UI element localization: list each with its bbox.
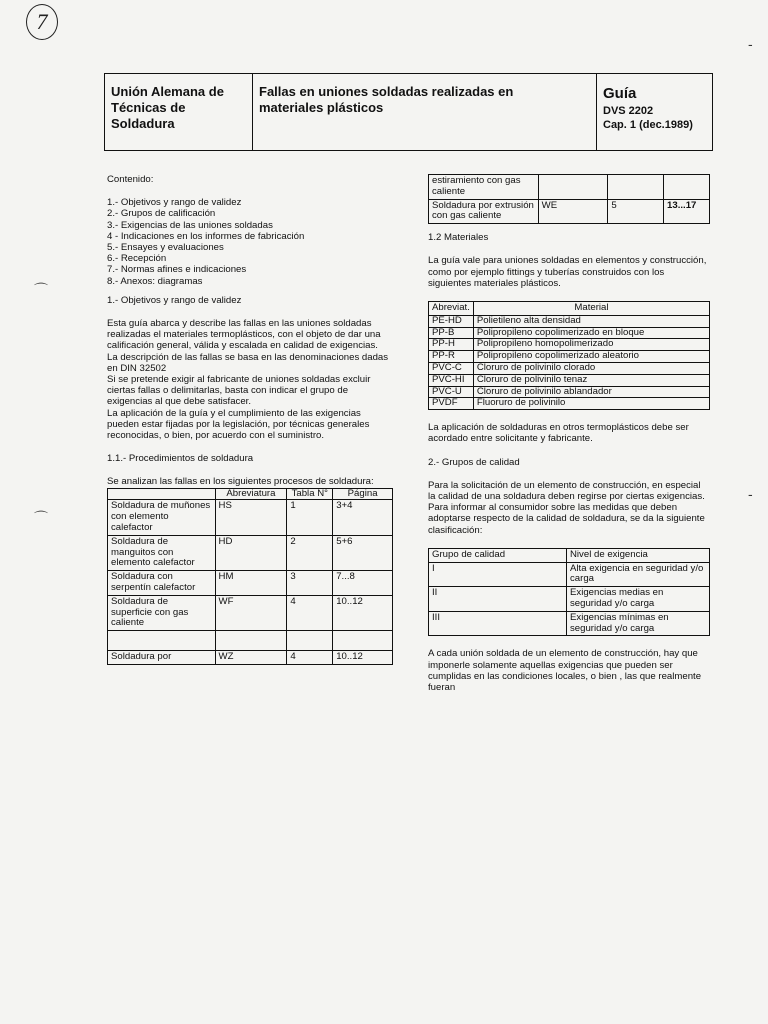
table-row: PP-R Polipropileno copolimerizado aleatorio [429,351,710,363]
table-row: estiramiento con gas caliente [429,175,710,200]
welding-process-table [107,488,393,665]
page-number-circle: 7 [26,4,58,40]
welding-process-table-continued [428,174,710,224]
section-1-2-heading: 1.2 Materiales [428,232,489,244]
toc-item: 5.- Ensayes y evaluaciones [107,242,224,254]
organization-name: Unión Alemana de Técnicas de Soldadura [105,74,253,150]
scan-mark: ⌒ [34,282,48,298]
paragraph: Para informar al consumidor sobre las medidas que deben adoptarse respecto de la calidad de soldadura, se da la siguiente clasificación: [428,502,705,536]
table-row: PE-HD Polietileno alta densidad [429,315,710,327]
quality-groups-table [428,548,710,637]
toc-item: 7.- Normas afines e indicaciones [107,264,247,276]
paragraph: Para la solicitación de un elemento de construcción, en especial la calidad de una soldadura deben regirse por ciertas exigencias. [428,479,705,502]
table-row: PVC-C Cloruro de polivinilo clorado [429,362,710,374]
materials-table [428,301,710,410]
table-row: Soldadura por extrusión con gas caliente WE 5 13...17 [429,199,710,224]
paragraph: La guía vale para uniones soldadas en elementos y construcción, como por ejemplo fittings y tuberías construidos con los siguientes materiales plásticos. [428,255,707,289]
table-of-contents [107,197,389,287]
paragraph: Si se pretende exigir al fabricante de uniones soldadas excluir ciertas fallas o delimitarlas, basta con indicar el grupo de exigencias al que debe satisfacer. [107,374,371,408]
toc-item: 3.- Exigencias de las uniones soldadas [107,219,273,231]
toc-item: 1.- Objetivos y rango de validez [107,197,242,209]
paragraph: La aplicación de soldaduras en otros termoplásticos debe ser acordado entre solicitante y fabricante. [428,422,689,445]
table-row: II Exigencias medias en seguridad y/o carga [429,587,710,612]
paragraph: Se analizan las fallas en los siguientes procesos de soldadura: [107,476,374,488]
toc-item: 2.- Grupos de calificación [107,208,216,220]
document-reference [597,74,712,150]
section-1-heading: 1.- Objetivos y rango de validez [107,294,242,306]
section-2-heading: 2.- Grupos de calidad [428,456,520,468]
table-header-row: Grupo de calidad Nivel de exigencia [429,548,710,562]
scan-mark: - [748,36,753,52]
table-row: Soldadura con serpentín calefactor HM 3 7...8 [108,571,393,596]
toc-item: 6.- Recepción [107,253,167,265]
paragraph: La descripción de las fallas se basa en las denominaciones dadas en DIN 32502 [107,351,389,374]
table-row: Soldadura de superficie con gas caliente WF 4 10..12 [108,595,393,630]
table-row: III Exigencias mínimas en seguridad y/o carga [429,611,710,636]
paragraph: A cada unión soldada de un elemento de construcción, hay que imponerle solamente aquellas exigencias que pueden ser cumplidas en las condiciones locales, o bien , las que realmente fueran [428,648,702,693]
right-column [428,174,710,693]
table-row: I Alta exigencia en seguridad y/o carga [429,562,710,587]
scan-mark: - [748,486,753,502]
document-title: Fallas en uniones soldadas realizadas en materiales plásticos [253,74,597,150]
section-1-1-heading: 1.1.- Procedimientos de soldadura [107,453,254,465]
table-row: PVC-HI Cloruro de polivinilo tenaz [429,374,710,386]
table-row: Soldadura de manguitos con elemento calefactor HD 2 5+6 [108,535,393,570]
table-header-row: Abreviat. Material [429,302,710,316]
table-row: PP-H Polipropileno homopolimerizado [429,339,710,351]
doc-type: Guía [603,85,637,102]
doc-code: DVS 2202 [603,105,654,117]
paragraph: La aplicación de la guía y el cumplimiento de las exigencias pueden estar fijadas por la legislación, por técnicas generales reconocidas, o bien, por acuerdo con el suministro. [107,407,370,442]
table-row: PVDF Fluoruro de polivinilo [429,398,710,410]
toc-item: 8.- Anexos: diagramas [107,275,203,287]
paragraph: Esta guía abarca y describe las fallas en las uniones soldadas realizadas el materiales termoplásticos, con el objeto de dar una calificación general, válida y escalada en calidad de exigencias. [107,318,381,352]
table-row [108,631,393,651]
document-header [104,73,713,151]
contents-heading: Contenido: [107,174,154,185]
table-row: Soldadura de muñones con elemento calefactor HS 1 3+4 [108,500,393,535]
table-row: PVC-U Cloruro de polivinilo ablandador [429,386,710,398]
toc-item: 4 - Indicaciones en los informes de fabricación [107,230,305,242]
table-header-row: Abreviatura Tabla N° Página [108,488,393,500]
scan-mark: ⌒ [34,510,48,526]
left-column [107,174,389,665]
doc-chapter: Cap. 1 (dec.1989) [603,119,693,131]
table-row: PP-B Polipropileno copolimerizado en bloque [429,327,710,339]
table-row: Soldadura por WZ 4 10..12 [108,651,393,665]
